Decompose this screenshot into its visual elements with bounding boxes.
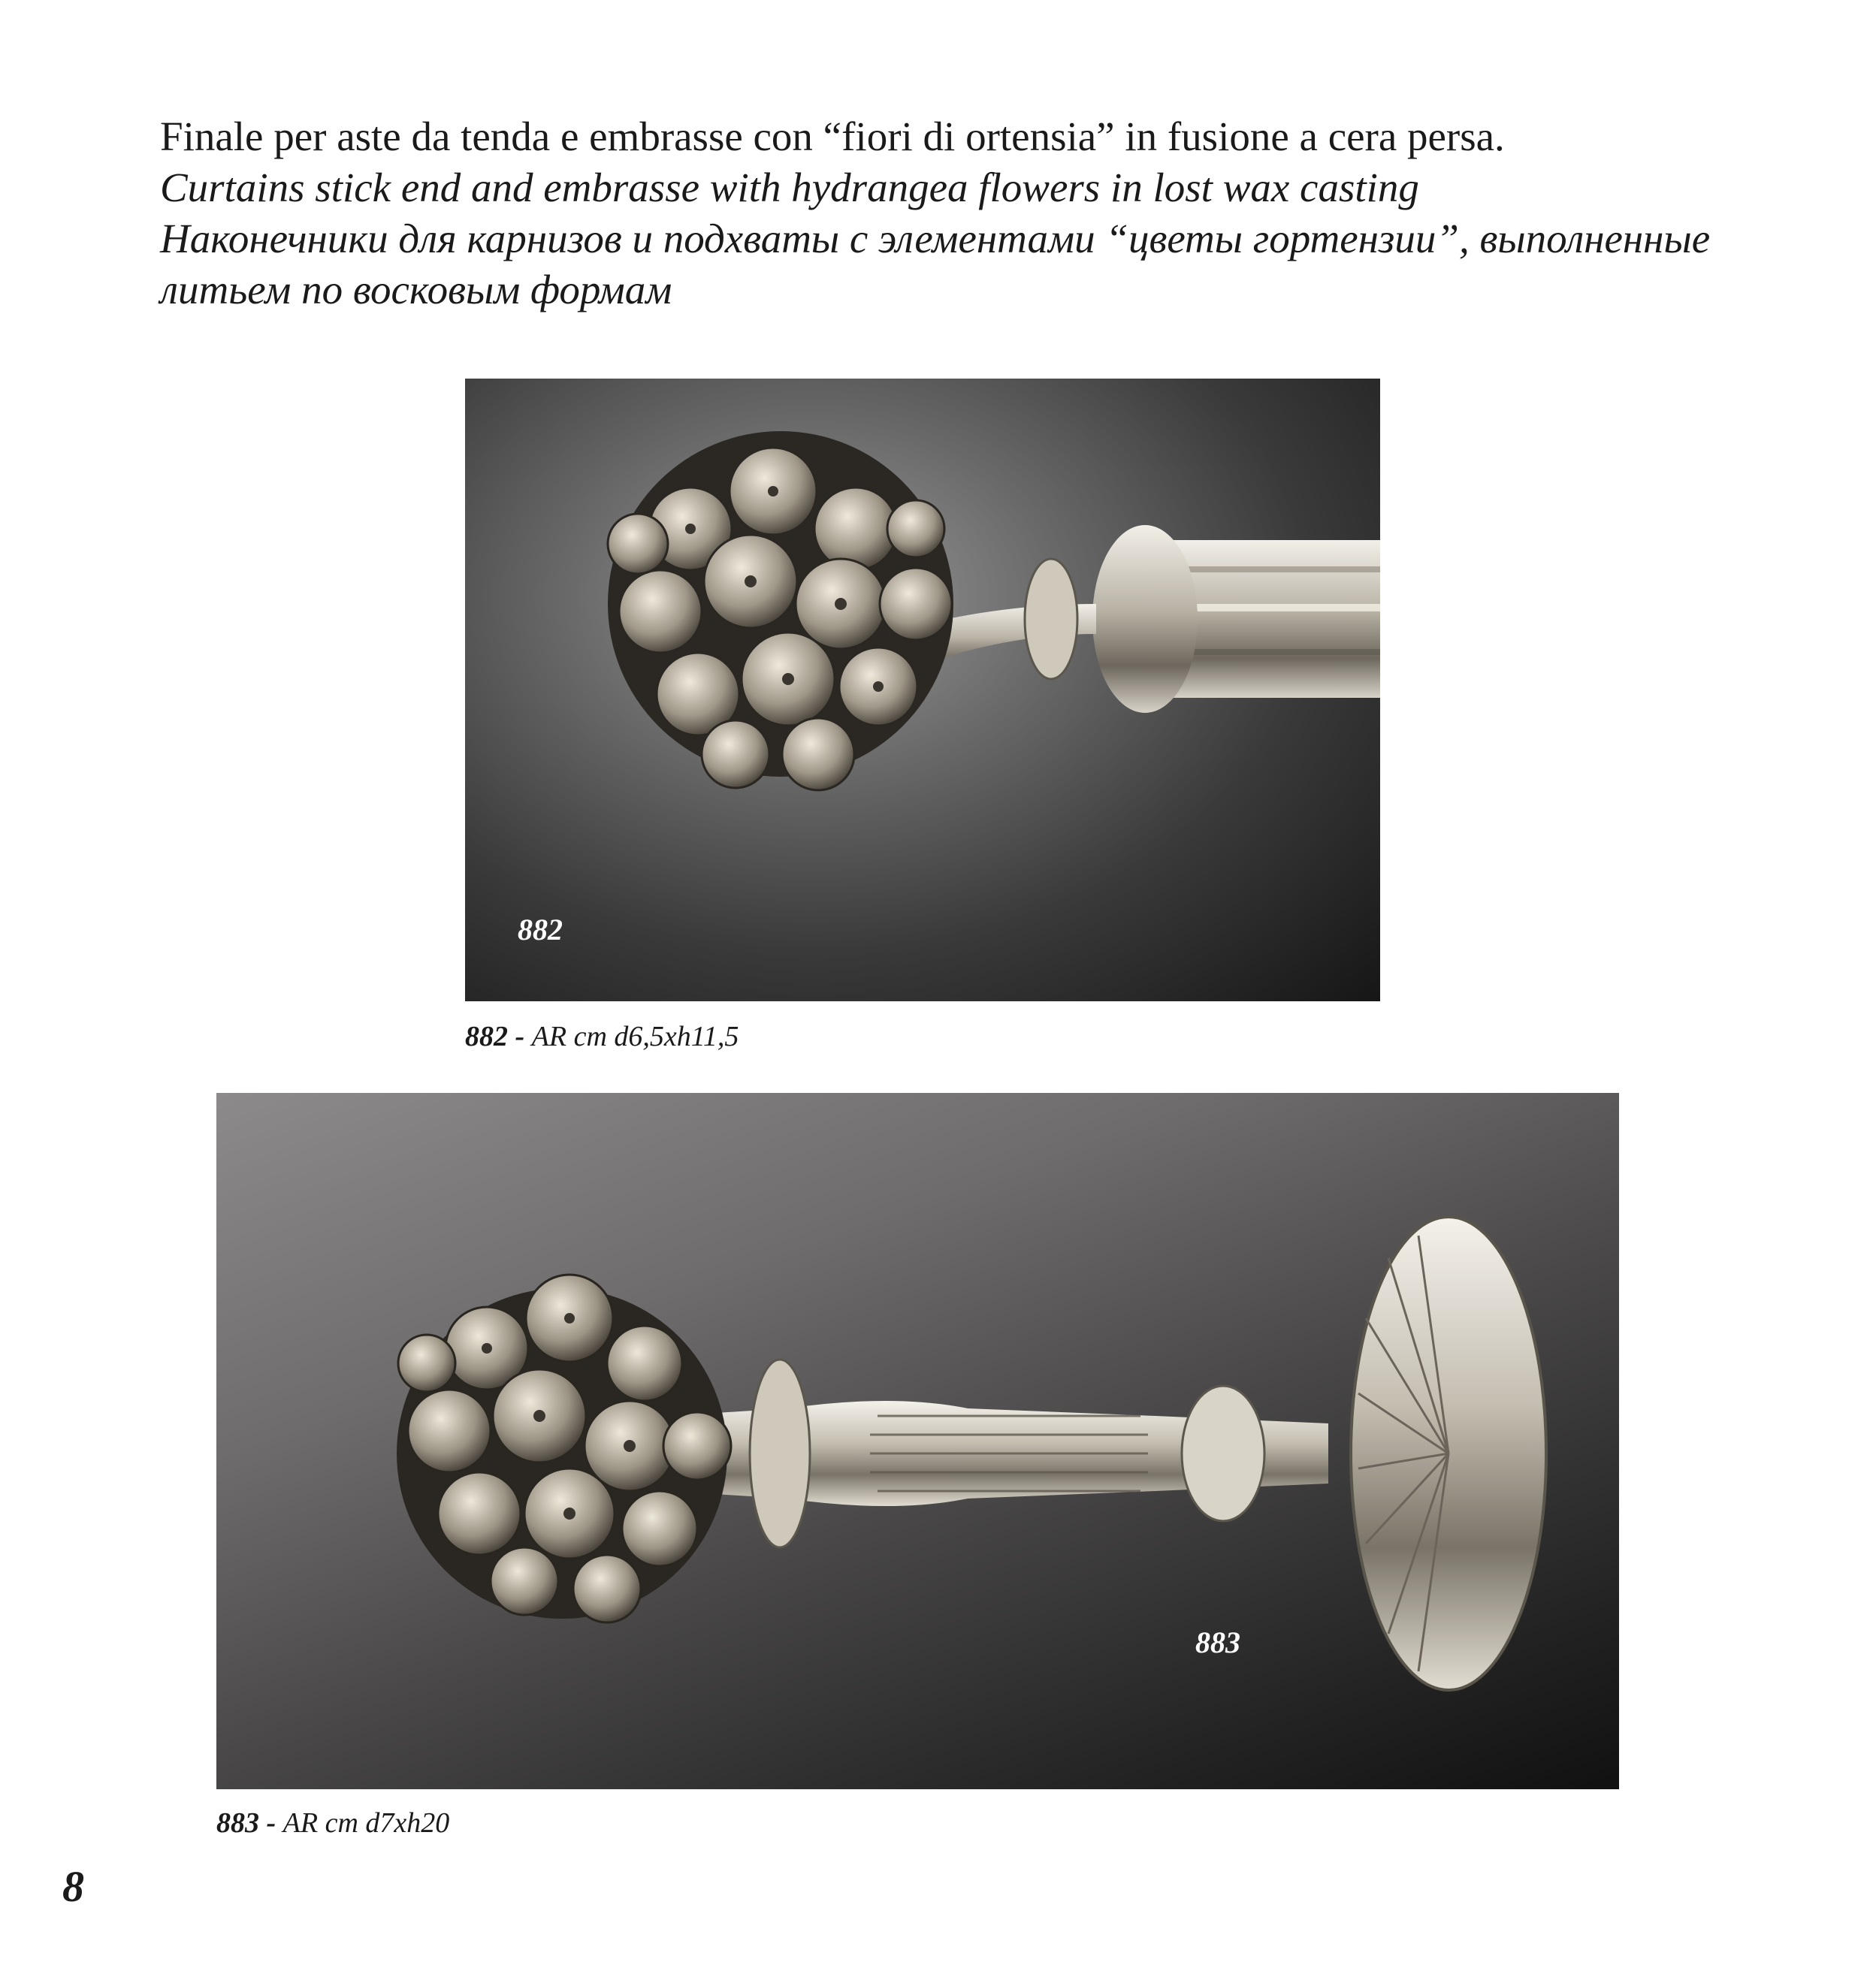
finial-882-illustration xyxy=(465,379,1380,1001)
page-number: 8 xyxy=(62,1862,84,1911)
intro-line-russian: Наконечники для карнизов и подхваты с элементами “цветы гортензии”, выполненные литьем по восковым формам xyxy=(160,216,1711,312)
photo-label-883: 883 xyxy=(1195,1625,1240,1659)
embrasse-883-illustration xyxy=(216,1093,1619,1789)
caption-883 xyxy=(216,1807,449,1840)
caption-882 xyxy=(465,1020,739,1053)
intro-text xyxy=(160,111,1738,315)
caption-separator-883: - xyxy=(259,1807,283,1839)
intro-line-english: Curtains stick end and embrasse with hydrangea flowers in lost wax casting xyxy=(160,165,1419,210)
photo-label-882: 882 xyxy=(518,913,563,946)
intro-line-italian: Finale per aste da tenda e embrasse con “fiori di ortensia” in fusione a cera persa. xyxy=(160,113,1505,159)
caption-code-883: 883 xyxy=(216,1807,259,1839)
product-photo-882 xyxy=(465,379,1380,1001)
caption-spec-882: AR cm d6,5xh11,5 xyxy=(531,1021,739,1052)
caption-code-882: 882 xyxy=(465,1021,508,1052)
caption-separator-882: - xyxy=(508,1021,532,1052)
caption-spec-883: AR cm d7xh20 xyxy=(282,1807,450,1839)
product-photo-883 xyxy=(216,1093,1619,1789)
